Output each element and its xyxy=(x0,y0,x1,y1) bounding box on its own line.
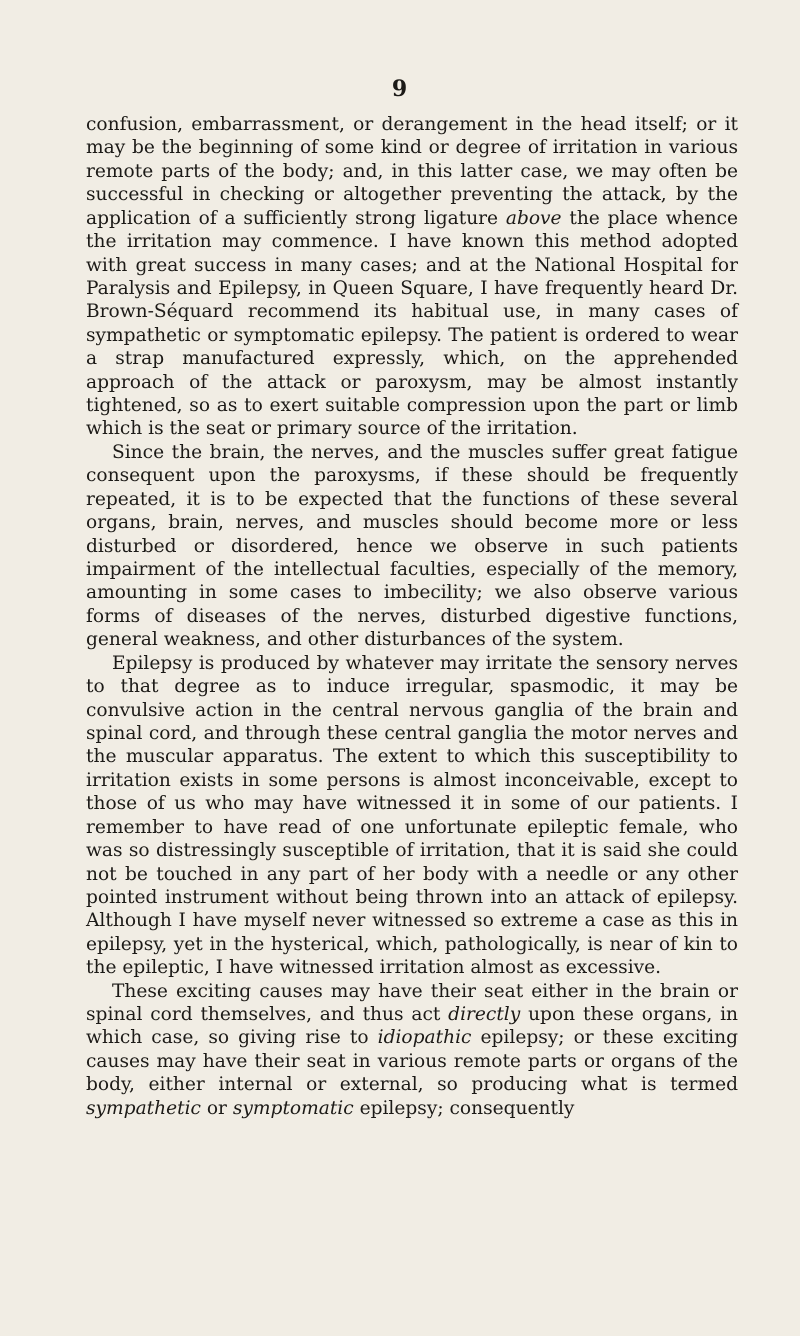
text-segment: These exciting causes may have their seat either in the brain or spinal cord themselves, and thus act xyxy=(86,980,738,1026)
italic-text-segment: symptomatic xyxy=(232,1097,354,1119)
text-segment: epilepsy; or these exciting causes may have their seat in various remote parts or organs of the body, either internal or external, so producing what is termed xyxy=(86,1027,739,1096)
text-segment: confusion, embarrassment, or derangement in the head itself; or it may be the beginning of some kind or degree of irritation in various remote parts of the body; and, in this latter case, we may often be successful in checking or altogether preventing the attack, by the application of a sufficiently strong ligature xyxy=(86,114,738,229)
text-segment: Epilepsy is produced by whatever may irritate the sensory nerves to that degree as to induce irregular, spasmodic, it may be convulsive action in the central nervous ganglia of the brain and spinal cord, and through these central ganglia the motor nerves and the muscular apparatus. The extent to which this susceptibility to irritation exists in some persons is almost inconceivable, except to those of us who may have witnessed it in some of our patients. I remember to have read of one unfortunate epileptic female, who was so distressingly susceptible of irritation, that it is said she could not be touched in any part of her body with a needle or any other pointed instrument without being thrown into an attack of epilepsy. Although I have myself never witnessed so extreme a case as this in epilepsy, yet in the hysterical, which, pathologically, is near of kin to the epileptic, I have witnessed irritation almost as excessive. xyxy=(86,652,738,979)
italic-text-segment: directly xyxy=(448,1004,521,1026)
page-number: 9 xyxy=(391,76,409,102)
paragraph-1 xyxy=(86,113,738,441)
text-segment: the place whence the irritation may commence. I have known this method adopted with great success in many cases; and at the National Hospital for Paralysis and Epilepsy, in Queen Square, I have frequently heard Dr. Brown-Séquard recommend its habitual use, in many cases of sympathetic or symptomatic epilepsy. The patient is ordered to wear a strap manufactured expressly, which, on the apprehended approach of the attack or paroxysm, may be almost instantly tightened, so as to exert suitable compression upon the part or limb which is the seat or primary source of the irritation. xyxy=(86,207,738,440)
text-segment: Since the brain, the nerves, and the muscles suffer great fatigue consequent upon the paroxysms, if these should be frequently repeated, it is to be expected that the functions of these several organs, brain, nerves, and muscles should become more or less disturbed or disordered, hence we observe in such patients impairment of the intellectual faculties, especially of the memory, amounting in some cases to imbecility; we also observe various forms of diseases of the nerves, disturbed digestive functions, general weakness, and other disturbances of the system. xyxy=(86,441,738,651)
italic-text-segment: above xyxy=(505,207,562,229)
italic-text-segment: idiopathic xyxy=(377,1027,472,1049)
text-segment: or xyxy=(200,1097,233,1119)
paragraph-3 xyxy=(86,652,738,980)
body-text xyxy=(86,113,738,1120)
paragraph-4 xyxy=(86,980,738,1121)
paragraph-2 xyxy=(86,441,738,652)
text-segment: upon these organs, in which case, so giving rise to xyxy=(86,1004,738,1049)
italic-text-segment: sympathetic xyxy=(86,1097,201,1119)
text-segment: epilepsy; consequently xyxy=(353,1097,575,1119)
